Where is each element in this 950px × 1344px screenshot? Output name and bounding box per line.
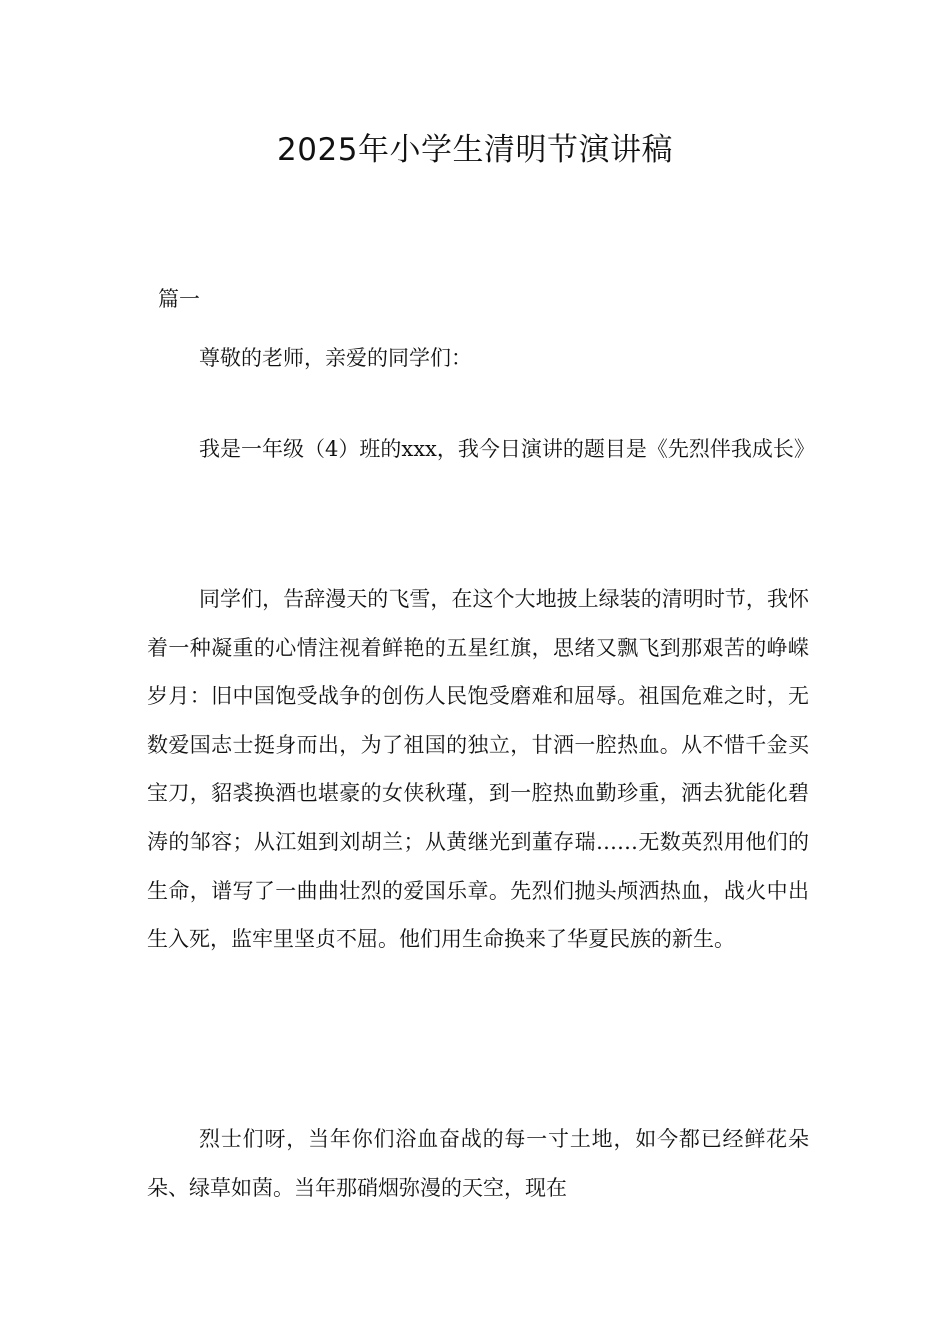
paragraph-greeting: 尊敬的老师，亲爱的同学们： bbox=[199, 346, 472, 370]
paragraph-body: 同学们，告辞漫天的飞雪，在这个大地披上绿装的清明时节，我怀着一种凝重的心情注视着鲜艳的五星红旗，思绪又飘飞到那艰苦的峥嵘岁月：旧中国饱受战争的创伤人民饱受磨难和屈辱。祖国危难之时，无数爱国志士挺身而出，为了祖国的独立，甘洒一腔热血。从不惜千金买宝刀，貂裘换酒也堪豪的女侠秋瑾，到一腔热血勤珍重，洒去犹能化碧涛的邹容；从江姐到刘胡兰；从黄继光到董存瑞……无数英烈用他们的生命，谱写了一曲曲壮烈的爱国乐章。先烈们抛头颅洒热血，战火中出生入死，监牢里坚贞不屈。他们用生命换来了华夏民族的新生。 bbox=[147, 587, 809, 952]
paragraph-intro: 我是一年级（4）班的xxx，我今日演讲的题目是《先烈伴我成长》 bbox=[199, 437, 815, 461]
paragraph-body-continued: 烈士们呀，当年你们浴血奋战的每一寸土地，如今都已经鲜花朵朵、绿草如茵。当年那硝烟弥漫的天空，现在 bbox=[147, 1127, 809, 1200]
section-label: 篇一 bbox=[158, 287, 200, 311]
document-title: 2025年小学生清明节演讲稿 bbox=[277, 132, 673, 168]
